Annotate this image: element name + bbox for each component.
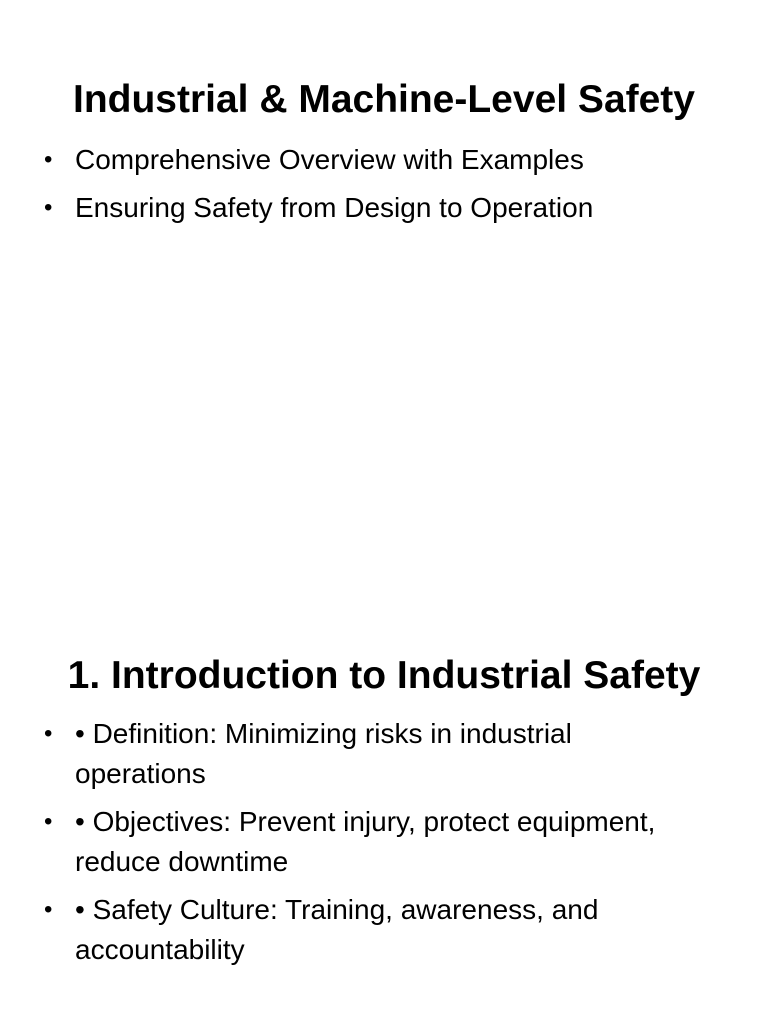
bullet-text: Ensuring Safety from Design to Operation [75,192,594,223]
bullet-text: • Objectives: Prevent injury, protect equipment, reduce downtime [75,806,656,877]
bullet-list [44,714,704,978]
bullet-text: Comprehensive Overview with Examples [75,144,584,175]
bullet-marker: • [44,720,53,747]
bullet-text: • Definition: Minimizing risks in industrial operations [75,718,572,789]
bullet-text: • Safety Culture: Training, awareness, and accountability [75,894,599,965]
bullet-marker: • [44,146,53,173]
bullet-item [44,140,704,180]
slide-title: Industrial & Machine-Level Safety [72,78,695,122]
bullet-item [44,714,704,794]
bullet-item [44,890,704,970]
bullet-item [44,802,704,882]
bullet-marker: • [44,194,53,221]
slide-title: 1. Introduction to Industrial Safety [67,654,701,698]
bullet-marker: • [44,896,53,923]
bullet-item [44,188,704,228]
bullet-list [44,140,704,236]
bullet-marker: • [44,808,53,835]
slide-introduction [0,576,768,1024]
